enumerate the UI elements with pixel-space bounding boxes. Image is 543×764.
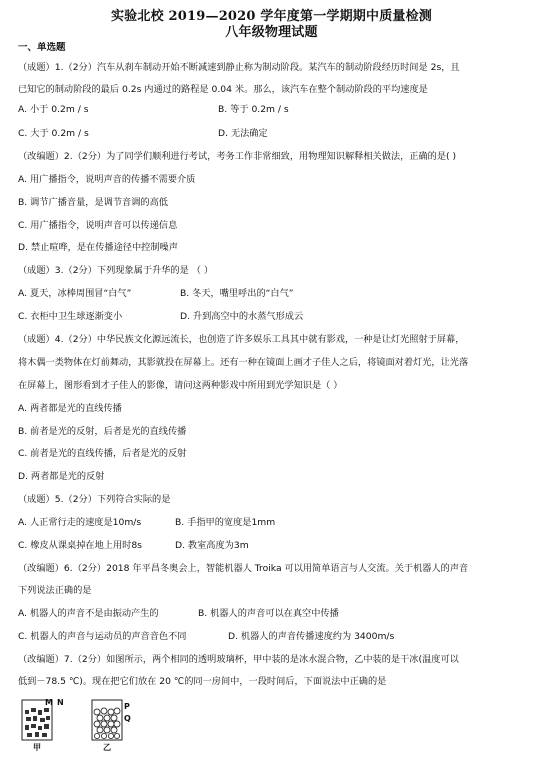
beaker-yi-figure: [88, 696, 136, 752]
beaker-yi-label: 乙: [103, 743, 111, 752]
q2-option-d: D. 禁止喧哗，是在传播途径中控制噪声: [18, 242, 178, 253]
q6-stem-line1: （改编题）6.（2分）2018 年平昌冬奥会上，智能机器人 Troika 可以用简单语言与人交流。关于机器人的声音: [18, 563, 469, 574]
q7-stem-line2: 低到－78.5 ℃)。现在把它们放在 20 ℃的同一房间中，一段时间后，下面说法中正确的是: [18, 676, 387, 687]
q1-option-d: D. 无法确定: [218, 128, 268, 139]
q6-option-d: D. 机器人的声音传播速度约为 3400m/s: [228, 631, 395, 642]
q3-option-c: C. 衣柜中卫生球逐渐变小: [18, 311, 123, 322]
q2-stem: （改编题）2.（2分）为了同学们顺利进行考试，考务工作非常细致，用物理知识解释相关做法，正确的是( ): [18, 151, 457, 162]
beaker-yi-mark-p: P: [124, 702, 130, 711]
q3-option-a: A. 夏天，冰棒周围冒“白气”: [18, 288, 132, 299]
q6-option-b: B. 机器人的声音可以在真空中传播: [198, 608, 339, 619]
q4-stem-line1: （成题）4.（2分）中华民族文化源远流长，也创造了许多娱乐工具其中就有影戏，一种是让灯光照射于屏幕，: [18, 334, 465, 345]
q4-option-d: D. 两者都是光的反射: [18, 471, 105, 482]
q2-option-c: C. 用广播指令，说明声音可以传递信息: [18, 220, 178, 231]
page-subtitle: 八年级物理试题: [225, 25, 318, 40]
page-title: 实验北校 2019—2020 学年度第一学期期中质量检测: [110, 9, 432, 24]
q2-option-a: A. 用广播指令，说明声音的传播不需要介质: [18, 174, 196, 185]
q1-stem-line1: （成题）1.（2分）汽车从刹车制动开始不断减速到静止称为制动阶段。某汽车的制动阶段经历时间是 2s，且: [18, 62, 460, 73]
q1-option-b: B. 等于 0.2m / s: [218, 104, 289, 115]
beaker-jia-mark-n: N: [57, 698, 64, 707]
q6-option-c: C. 机器人的声音与运动员的声音音色不同: [18, 631, 187, 642]
q5-option-b: B. 手指甲的宽度是1mm: [175, 517, 276, 528]
beaker-jia-figure: [18, 696, 66, 752]
q3-option-d: D. 升到高空中的水蒸气形成云: [180, 311, 304, 322]
q4-option-c: C. 前者是光的直线传播，后者是光的反射: [18, 448, 187, 459]
q3-option-b: B. 冬天，嘴里呼出的“白气”: [180, 288, 294, 299]
section-heading: 一、单选题: [18, 42, 66, 53]
q3-stem: （成题）3.（2分）下列现象属于升华的是 （ ）: [18, 265, 214, 276]
q5-option-a: A. 人正常行走的速度是10m/s: [18, 517, 142, 528]
q5-option-d: D. 教室高度为3m: [175, 540, 249, 551]
q5-option-c: C. 橡皮从课桌掉在地上用时8s: [18, 540, 142, 551]
q6-option-a: A. 机器人的声音不是由振动产生的: [18, 608, 159, 619]
beaker-jia-label: 甲: [33, 743, 41, 752]
q5-stem: （成题）5.（2分）下列符合实际的是: [18, 494, 171, 505]
q1-option-a: A. 小于 0.2m / s: [18, 104, 89, 115]
q4-option-b: B. 前者是光的反射，后者是光的直线传播: [18, 426, 187, 437]
q1-stem-line2: 已知它的制动阶段的最后 0.2s 内通过的路程是 0.04 米。那么，该汽车在整个制动阶段的平均速度是: [18, 84, 428, 95]
q2-option-b: B. 调节广播音量，是调节音调的高低: [18, 197, 168, 208]
q4-stem-line2: 将木偶一类物体在灯前舞动，其影就投在屏幕上。还有一种在镜面上画才子佳人之后，将镜面对着灯光，让光落: [18, 357, 469, 368]
beaker-jia-mark-m: M: [45, 698, 53, 707]
q7-stem-line1: （改编题）7.（2分）如图所示，两个相同的透明玻璃杯，甲中装的是冰水混合物，乙中装的是干冰(温度可以: [18, 654, 459, 665]
q4-stem-line3: 在屏幕上，图形看到才子佳人的影像，请问这两种影戏中所用到光学知识是（ ）: [18, 380, 343, 391]
q1-option-c: C. 大于 0.2m / s: [18, 128, 89, 139]
q4-option-a: A. 两者都是光的直线传播: [18, 403, 122, 414]
beaker-yi-mark-q: Q: [124, 714, 131, 723]
q6-stem-line2: 下列说法正确的是: [18, 585, 92, 596]
